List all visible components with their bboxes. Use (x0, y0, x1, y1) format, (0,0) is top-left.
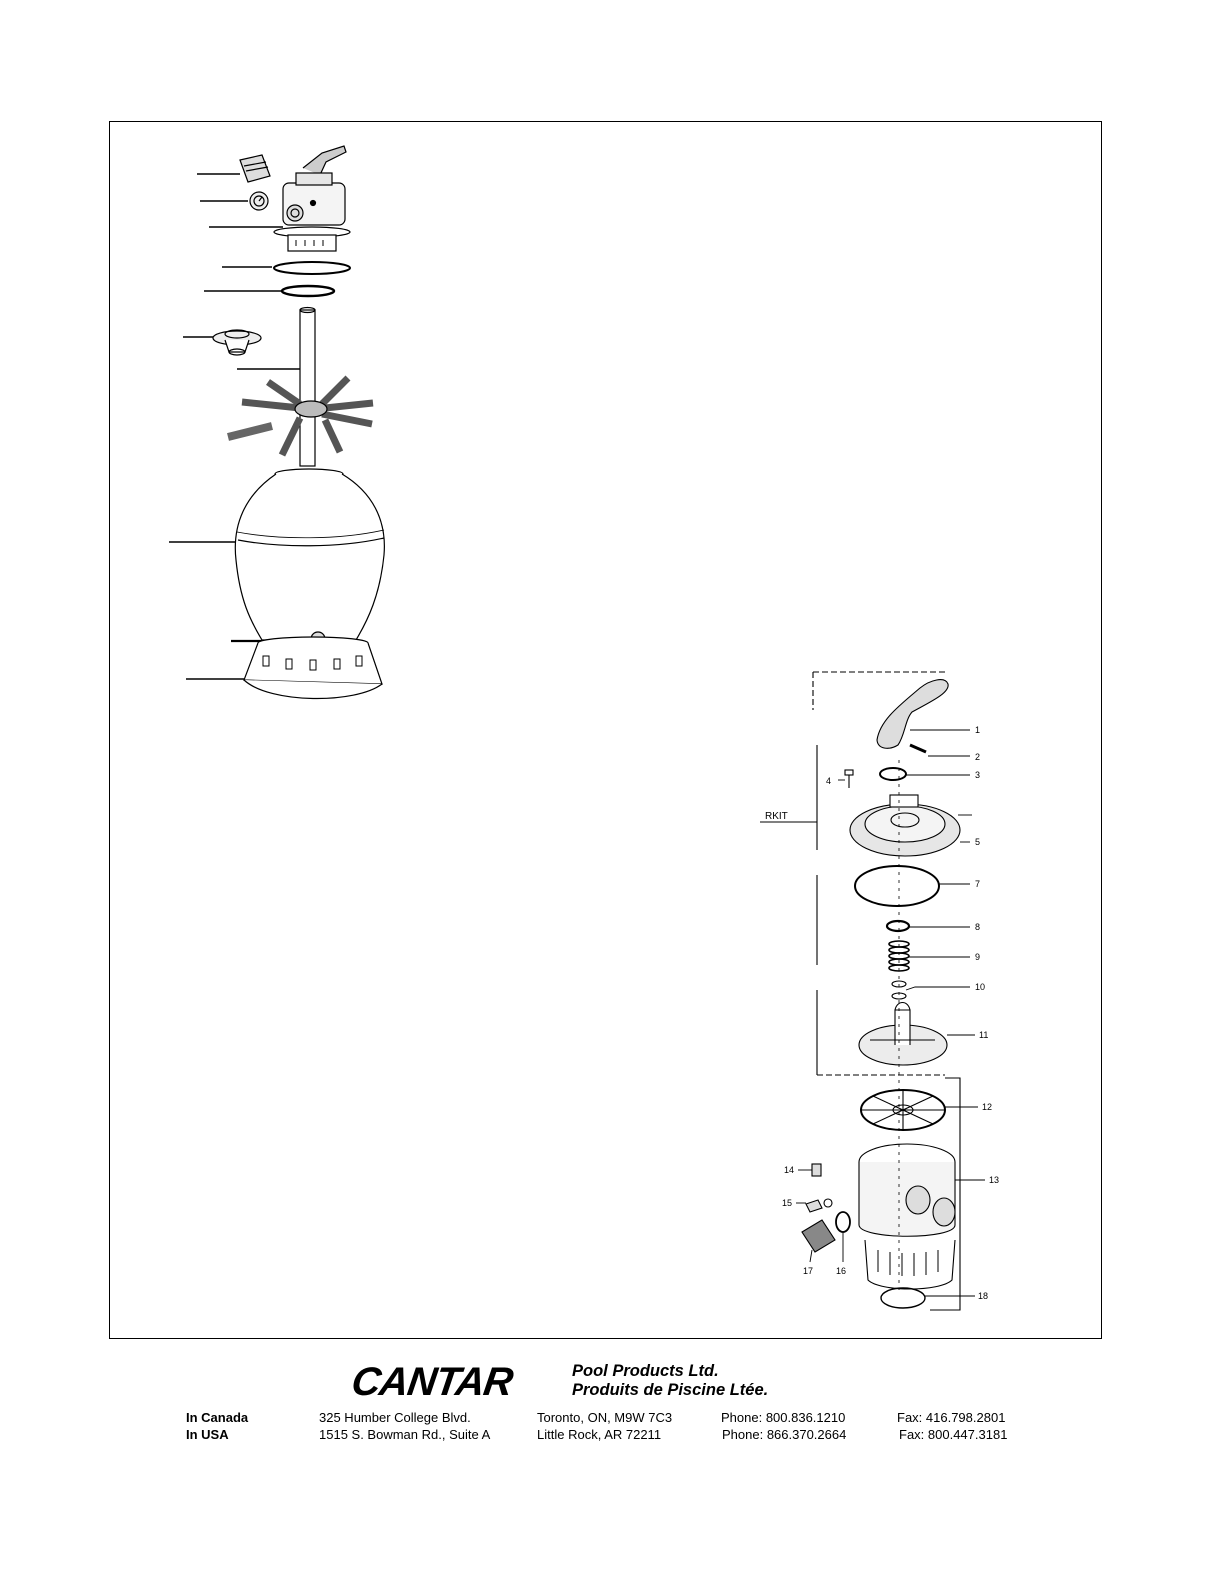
pipe-adapter (802, 1220, 835, 1252)
label-8: 8 (975, 922, 981, 932)
usa-street: 1515 S. Bowman Rd., Suite A (319, 1427, 491, 1442)
tank-o-ring (282, 286, 334, 296)
label-17: 17 (803, 1266, 814, 1276)
label-2: 2 (975, 752, 981, 762)
drain-plug (812, 1164, 821, 1176)
label-14: 14 (784, 1165, 795, 1175)
rotor (859, 1003, 947, 1066)
label-4: 4 (826, 776, 832, 786)
tagline-fr: Produits de Piscine Ltée. (572, 1381, 769, 1399)
valve-cover (850, 795, 960, 856)
label-15: 15 (782, 1198, 793, 1208)
brand-name: CANTAR (348, 1360, 515, 1404)
pressure-gauge (250, 192, 268, 210)
sand-filter-exploded-view (169, 146, 384, 699)
label-5: 5 (975, 837, 981, 847)
canada-city: Toronto, ON, M9W 7C3 (537, 1410, 673, 1425)
label-9: 9 (975, 952, 981, 962)
canada-phone: Phone: 800.836.1210 (721, 1410, 846, 1425)
usa-city: Little Rock, AR 72211 (537, 1427, 662, 1442)
filter-base (244, 637, 382, 699)
label-1: 1 (975, 725, 981, 735)
label-10: 10 (975, 982, 986, 992)
brand-tagline (572, 1362, 768, 1400)
cover-gasket (855, 866, 939, 906)
label-11: 11 (979, 1030, 989, 1040)
label-16: 16 (836, 1266, 847, 1276)
valve-body (859, 1144, 955, 1289)
multiport-valve (274, 146, 350, 251)
label-18: 18 (978, 1291, 989, 1301)
valve-handle (877, 680, 948, 749)
rkit-label: RKIT (765, 811, 788, 822)
usa-label: In USA (186, 1427, 229, 1442)
label-12: 12 (982, 1102, 993, 1112)
tagline-en: Pool Products Ltd. (572, 1362, 719, 1380)
spider-gasket (861, 1090, 945, 1130)
cover-bolt (845, 770, 853, 788)
handle-pin (910, 745, 926, 752)
adapter-o-ring (836, 1212, 850, 1232)
canada-street: 325 Humber College Blvd. (319, 1410, 471, 1425)
bottom-o-ring (881, 1288, 925, 1308)
label-3: 3 (975, 770, 981, 780)
union-fitting (240, 155, 270, 182)
sight-glass (806, 1199, 832, 1212)
usa-fax: Fax: 800.447.3181 (899, 1427, 1008, 1442)
standpipe (300, 308, 315, 467)
diffuser (213, 330, 261, 355)
clamp-ring (274, 262, 350, 274)
spring-washer (887, 921, 909, 931)
valve-exploded-view (760, 672, 985, 1310)
canada-fax: Fax: 416.798.2801 (897, 1410, 1006, 1425)
washer (880, 768, 906, 780)
label-13: 13 (989, 1175, 1000, 1185)
canada-label: In Canada (186, 1410, 249, 1425)
filter-tank (235, 469, 384, 646)
usa-phone: Phone: 866.370.2664 (722, 1427, 847, 1442)
label-7: 7 (975, 879, 981, 889)
